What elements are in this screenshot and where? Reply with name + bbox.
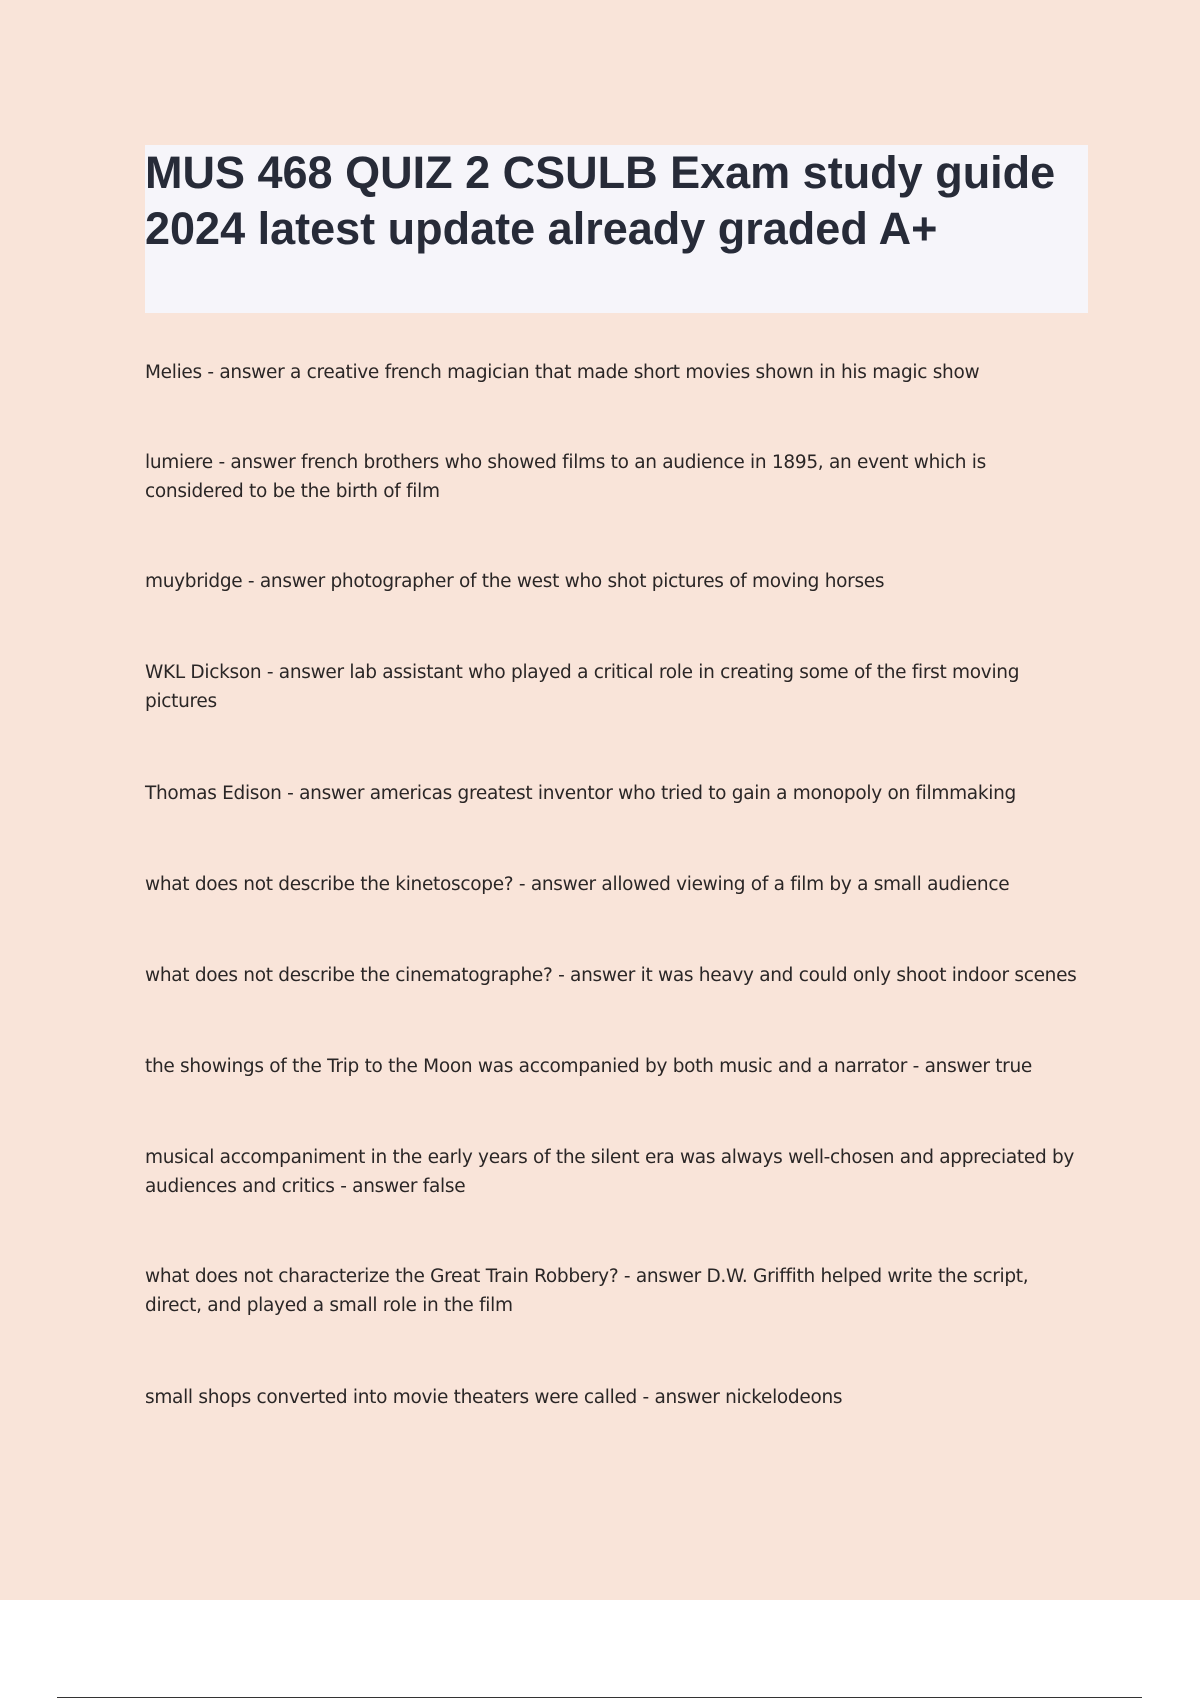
qa-item-edison: Thomas Edison - answer americas greatest inventor who tried to gain a monopoly on filmmaking — [145, 783, 1016, 804]
qa-item-cinematographe: what does not describe the cinematographe? - answer it was heavy and could only shoot indoor scenes — [145, 965, 1077, 986]
qa-item-great-train-robbery: what does not characterize the Great Train Robbery? - answer D.W. Griffith helped write the script, direct, and played a small role in the film — [145, 1266, 1029, 1316]
qa-item-muybridge: muybridge - answer photographer of the west who shot pictures of moving horses — [145, 571, 885, 592]
document-title: MUS 468 QUIZ 2 CSULB Exam study guide 2024 latest update already graded A+ — [145, 147, 1056, 254]
qa-item-musical-accompaniment: musical accompaniment in the early years of the silent era was always well-chosen and appreciated by audiences and critics - answer false — [145, 1147, 1075, 1197]
qa-item-melies: Melies - answer a creative french magician that made short movies shown in his magic show — [145, 362, 980, 383]
qa-item-nickelodeons: small shops converted into movie theaters were called - answer nickelodeons — [145, 1387, 843, 1408]
qa-item-kinetoscope: what does not describe the kinetoscope? - answer allowed viewing of a film by a small audience — [145, 874, 1010, 895]
qa-item-lumiere: lumiere - answer french brothers who showed films to an audience in 1895, an event which is considered to be the birth of film — [145, 452, 986, 502]
title-block — [145, 145, 1088, 313]
qa-item-dickson: WKL Dickson - answer lab assistant who played a critical role in creating some of the first moving pictures — [145, 662, 1020, 712]
footer-divider — [57, 1697, 1142, 1698]
qa-item-trip-to-the-moon: the showings of the Trip to the Moon was accompanied by both music and a narrator - answer true — [145, 1056, 1032, 1077]
